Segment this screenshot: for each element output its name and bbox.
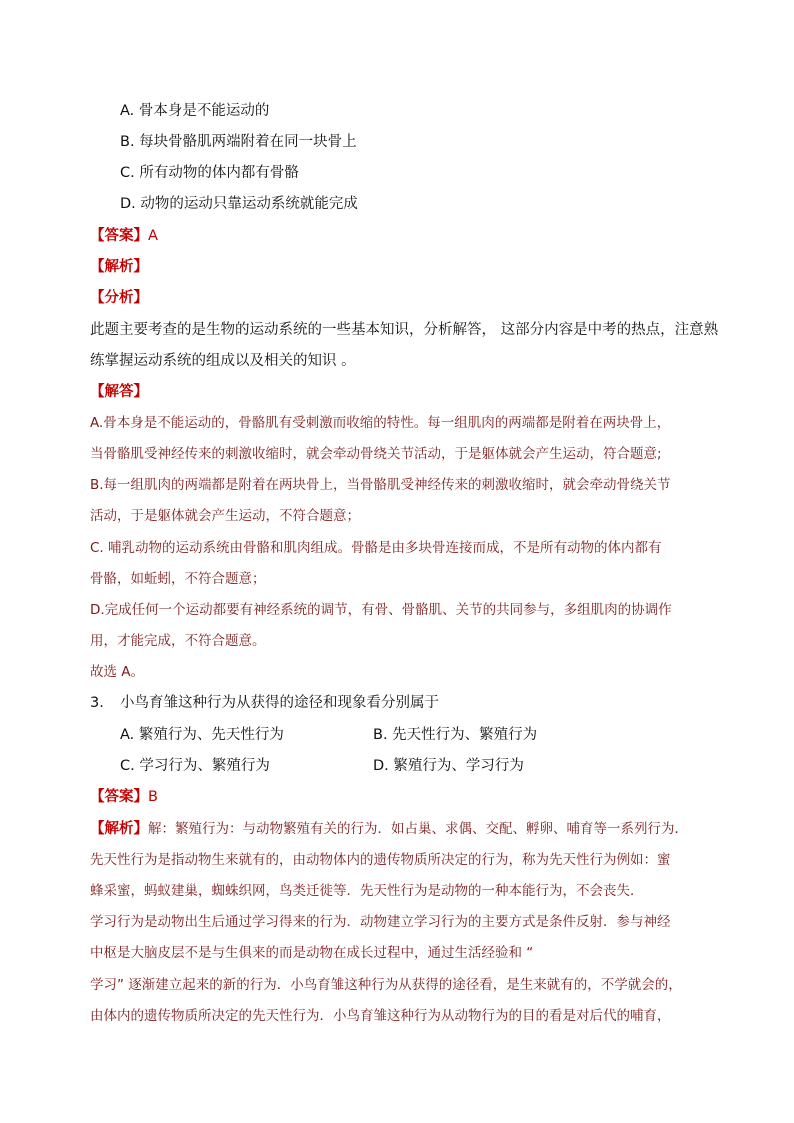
q2-jieda-label: 【解答】 xyxy=(90,384,148,400)
q3-jiexi-line-6: 学习” 逐渐建立起来的新的行为．小鸟育雏这种行为从获得的途径看，是生来就有的，不学就会的， xyxy=(90,977,682,993)
answer-value: B xyxy=(148,789,158,805)
q2-jiexi-label: 【解析】 xyxy=(90,259,148,275)
q3-number: 3. xyxy=(90,695,104,711)
q2-jieda-line-6: 骨骼，如蚯蚓，不符合题意； xyxy=(90,571,266,587)
q2-option-a: A. 骨本身是不能运动的 xyxy=(120,103,270,119)
q3-option-a: A. 繁殖行为、先天性行为 xyxy=(120,727,284,743)
q2-jieda-line-3: B.每一组肌肉的两端都是附着在两块骨上，当骨骼肌受神经传来的刺激收缩时，就会牵动骨绕关节 xyxy=(90,477,671,493)
q3-option-c: C. 学习行为、繁殖行为 xyxy=(120,758,270,774)
q2-jieda-line-1: A.骨本身是不能运动的，骨骼肌有受刺激而收缩的特性。每一组肌肉的两端都是附着在两块骨上， xyxy=(90,415,671,431)
q2-answer xyxy=(90,226,158,246)
q2-jieda-line-7: D.完成任何一个运动都要有神经系统的调节，有骨、骨骼肌、关节的共同参与，多组肌肉的协调作 xyxy=(90,602,672,618)
q3-stem: 小鸟育雏这种行为从获得的途径和现象看分别属于 xyxy=(120,695,439,711)
q2-jieda-line-2: 当骨骼肌受神经传来的刺激收缩时，就会牵动骨绕关节活动，于是躯体就会产生运动，符合题意; xyxy=(90,446,662,462)
q3-jiexi-line-1 xyxy=(90,819,688,839)
q2-option-b: B. 每块骨骼肌两端附着在同一块骨上 xyxy=(120,134,357,150)
answer-value: A xyxy=(148,228,158,244)
q2-fenxi-label: 【分析】 xyxy=(90,290,148,306)
q2-fenxi-line-1: 此题主要考查的是生物的运动系统的一些基本知识，分析解答， 这部分内容是中考的热点，注意熟 xyxy=(90,322,719,338)
q2-option-d: D. 动物的运动只靠运动系统就能完成 xyxy=(120,196,358,212)
q2-jieda-line-8: 用，才能完成，不符合题意。 xyxy=(90,633,266,649)
q3-jiexi-line-3: 蜂采蜜，蚂蚁建巢，蜘蛛织网，鸟类迁徙等．先天性行为是动物的一种本能行为，不会丧失． xyxy=(90,883,644,899)
q3-jiexi-line-5: 中枢是大脑皮层不是与生俱来的而是动物在成长过程中，通过生活经验和 “ xyxy=(90,945,534,961)
q2-fenxi-line-2: 练掌握运动系统的组成以及相关的知识 。 xyxy=(90,353,356,369)
answer-label: 【答案】 xyxy=(90,789,148,805)
q2-jieda-line-9: 故选 A。 xyxy=(90,664,145,680)
q3-jiexi-line-2: 先天性行为是指动物生来就有的，由动物体内的遗传物质所决定的行为，称为先天性行为例如：蜜 xyxy=(90,852,671,868)
q3-jiexi-line-7: 由体内的遗传物质所决定的先天性行为．小鸟育雏这种行为从动物行为的目的看是对后代的哺育， xyxy=(90,1008,671,1024)
jiexi-label: 【解析】 xyxy=(90,821,148,837)
q3-answer xyxy=(90,787,158,807)
answer-label: 【答案】 xyxy=(90,228,148,244)
q2-option-c: C. 所有动物的体内都有骨骼 xyxy=(120,165,299,181)
q3-option-d: D. 繁殖行为、学习行为 xyxy=(373,758,524,774)
q3-jiexi-line-4: 学习行为是动物出生后通过学习得来的行为．动物建立学习行为的主要方式是条件反射．参与神经 xyxy=(90,914,671,930)
jiexi-text: 解：繁殖行为：与动物繁殖有关的行为．如占巢、求偶、交配、孵卵、哺育等一系列行为． xyxy=(148,821,688,837)
q2-jieda-line-4: 活动，于是躯体就会产生运动，不符合题意； xyxy=(90,508,360,524)
q3-option-b: B. 先天性行为、繁殖行为 xyxy=(373,727,538,743)
q2-jieda-line-5: C. 哺乳动物的运动系统由骨骼和肌肉组成。骨骼是由多块骨连接而成，不是所有动物的体内都有 xyxy=(90,540,662,556)
